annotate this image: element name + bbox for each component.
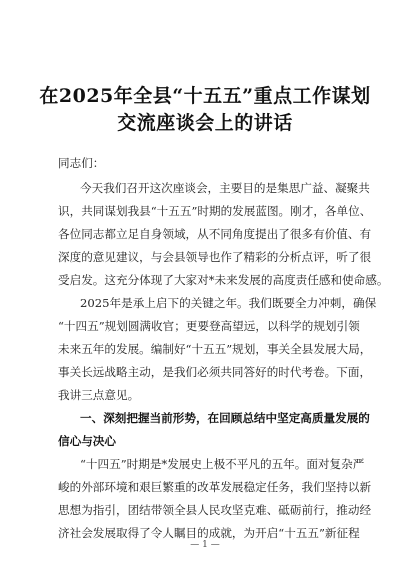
paragraph-line: 深度的意见建议，与会县领导也作了精彩的分析点评，听了很 bbox=[58, 250, 372, 264]
paragraph-line: “十四五”时期是*发展史上极不平凡的五年。面对复杂严 bbox=[80, 457, 365, 471]
paragraph-line: 各位同志都立足自身领域，从不同角度提出了很多有价值、有 bbox=[58, 227, 372, 241]
paragraph-line: 未来五年的发展。编制好“十五五”规划，事关全县发展大局， bbox=[58, 342, 372, 356]
paragraph-line: 今天我们召开这次座谈会，主要目的是集思广益、凝聚共 bbox=[80, 181, 370, 195]
paragraph-line: 思想为指引，团结带领全县人民攻坚克难、砥砺前行，推动经 bbox=[58, 503, 372, 517]
paragraph-line: 峻的外部环境和艰巨繁重的改革发展稳定任务，我们坚持以新 bbox=[58, 480, 372, 494]
paragraph-line: 受启发。这充分体现了大家对*未来发展的高度责任感和使命感。 bbox=[58, 273, 389, 287]
paragraph-line: 识，共同谋划我县“十五五”时期的发展蓝图。刚才，各单位、 bbox=[58, 204, 372, 218]
paragraph-line: 2025年是承上启下的关键之年。我们既要全力冲刺，确保 bbox=[80, 296, 377, 310]
section-heading: 信心与决心 bbox=[58, 434, 116, 448]
salutation: 同志们： bbox=[58, 156, 105, 170]
section-heading: 一、深刻把握当前形势，在回顾总结中坚定高质量发展的 bbox=[80, 411, 370, 425]
paragraph-line: “十四五”规划圆满收官；更要登高望远，以科学的规划引领 bbox=[58, 319, 360, 333]
document-title-line-2: 交流座谈会上的讲话 bbox=[117, 112, 293, 134]
paragraph-line: 我讲三点意见。 bbox=[58, 388, 140, 402]
paragraph-line: 济社会发展取得了令人瞩目的成就，为开启“十五五”新征程 bbox=[58, 526, 360, 540]
page-number: — 1 — bbox=[190, 540, 220, 550]
document-title-line-1: 在2025年全县“十五五”重点工作谋划 bbox=[39, 85, 371, 107]
paragraph-line: 事关长远战略主动，是我们必须共同答好的时代考卷。下面， bbox=[58, 365, 372, 379]
